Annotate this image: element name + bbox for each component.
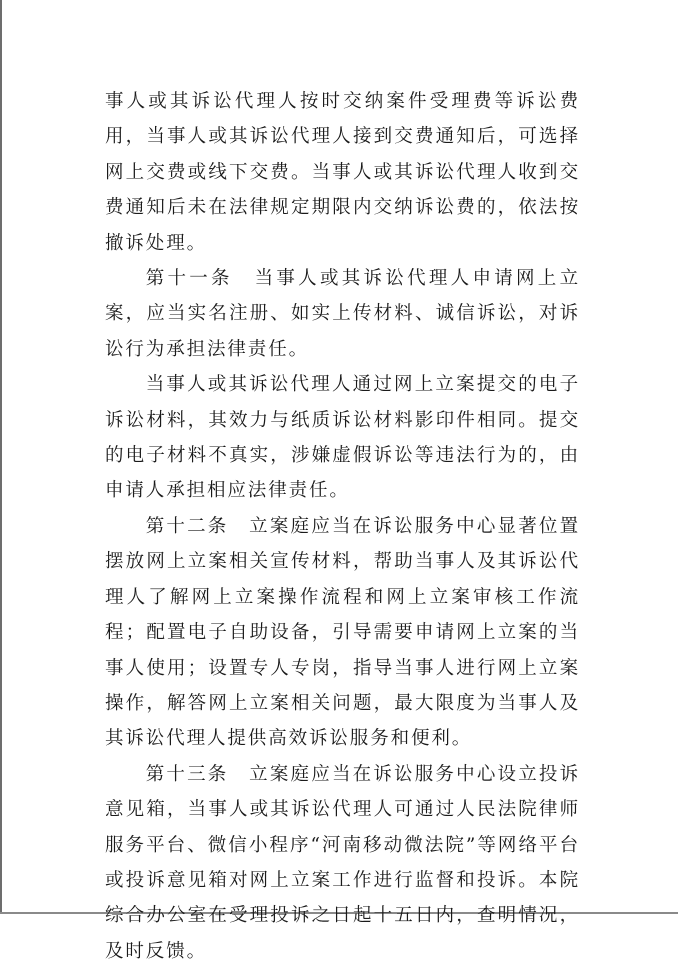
paragraph-fee-payment: 事人或其诉讼代理人按时交纳案件受理费等诉讼费用，当事人或其诉讼代理人接到交费通知后，可选择网上交费或线下交费。当事人或其诉讼代理人收到交费通知后未在法律规定期限内交纳诉讼费的，依法按撤诉处理。 xyxy=(105,91,580,254)
page-left-edge xyxy=(0,0,2,914)
paragraph-article-11: 第十一条 当事人或其诉讼代理人申请网上立案，应当实名注册、如实上传材料、诚信诉讼，对诉讼行为承担法律责任。 xyxy=(105,268,580,360)
document-body xyxy=(105,84,580,969)
paragraph-electronic-materials: 当事人或其诉讼代理人通过网上立案提交的电子诉讼材料，其效力与纸质诉讼材料影印件相同。提交的电子材料不真实，涉嫌虚假诉讼等违法行为的，由申请人承担相应法律责任。 xyxy=(105,374,580,502)
paragraph-article-13: 第十三条 立案庭应当在诉讼服务中心设立投诉意见箱，当事人或其诉讼代理人可通过人民法院律师服务平台、微信小程序“河南移动微法院”等网络平台或投诉意见箱对网上立案工作进行监督和投诉。本院综合办公室在受理投诉之日起十五日内，查明情况，及时反馈。 xyxy=(105,763,580,962)
paragraph-article-12: 第十二条 立案庭应当在诉讼服务中心显著位置摆放网上立案相关宣传材料，帮助当事人及其诉讼代理人了解网上立案操作流程和网上立案审核工作流程；配置电子自助设备，引导需要申请网上立案的当事人使用；设置专人专岗，指导当事人进行网上立案操作，解答网上立案相关问题，最大限度为当事人及其诉讼代理人提供高效诉讼服务和便利。 xyxy=(105,515,580,750)
